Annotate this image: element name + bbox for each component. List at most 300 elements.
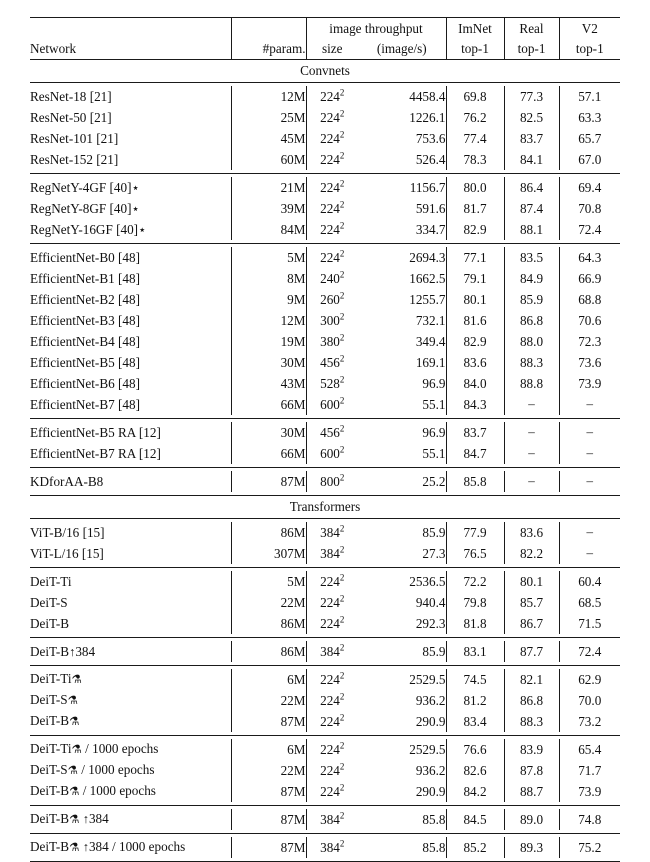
cell-imnet-top1: 83.7	[446, 422, 504, 443]
cell-real-top1: 89.0	[504, 809, 559, 830]
size-exponent: 2	[340, 270, 344, 280]
cell-throughput: 1226.1	[358, 107, 446, 128]
cell-network: EfficientNet-B1 [48]	[30, 268, 231, 289]
cell-throughput: 85.9	[358, 641, 446, 662]
cell-param: 6M	[231, 669, 306, 690]
cell-param: 5M	[231, 247, 306, 268]
cell-real-top1: 84.9	[504, 268, 559, 289]
cell-image-size: $224^2$	[306, 711, 358, 732]
cell-param: 66M	[231, 394, 306, 415]
cell-throughput: 85.9	[358, 522, 446, 543]
cell-real-top1: 88.1	[504, 219, 559, 240]
cell-throughput: 1156.7	[358, 177, 446, 198]
cell-param: 87M	[231, 471, 306, 492]
table-row	[30, 471, 620, 492]
cell-v2-top1: 63.3	[559, 107, 620, 128]
cell-imnet-top1: 77.9	[446, 522, 504, 543]
cell-real-top1: 88.3	[504, 352, 559, 373]
cell-imnet-top1: 76.5	[446, 543, 504, 564]
cell-throughput: 936.2	[358, 760, 446, 781]
header-blank-network	[30, 18, 231, 39]
cell-param: 86M	[231, 613, 306, 634]
table-row	[30, 394, 620, 415]
table-row	[30, 781, 620, 802]
distillation-icon: ⚗	[72, 744, 82, 756]
cell-v2-top1	[559, 422, 620, 443]
cell-v2-top1: 70.0	[559, 690, 620, 711]
cell-throughput: 2694.3	[358, 247, 446, 268]
cell-imnet-top1: 81.6	[446, 310, 504, 331]
table-row	[30, 760, 620, 781]
cell-v2-top1: 73.9	[559, 373, 620, 394]
header-real-line2: top-1	[504, 39, 559, 60]
cell-image-size: $224^2$	[306, 107, 358, 128]
no-value-dash: –	[587, 525, 594, 538]
cell-network: ResNet-101 [21]	[30, 128, 231, 149]
cell-network: EfficientNet-B5 [48]	[30, 352, 231, 373]
cell-imnet-top1: 76.2	[446, 107, 504, 128]
cell-real-top1: 87.7	[504, 641, 559, 662]
no-value-dash: –	[528, 474, 535, 487]
cell-imnet-top1: 82.9	[446, 219, 504, 240]
cell-image-size: $224^2$	[306, 219, 358, 240]
table-section-row	[30, 496, 620, 519]
cell-v2-top1	[559, 543, 620, 564]
cell-network: EfficientNet-B2 [48]	[30, 289, 231, 310]
cell-network: DeiT-B↑384	[30, 641, 231, 662]
size-exponent: 2	[340, 200, 344, 210]
cell-network: DeiT-B⚗ ↑384	[30, 809, 231, 830]
cell-v2-top1	[559, 443, 620, 464]
cell-network: EfficientNet-B0 [48]	[30, 247, 231, 268]
cell-param: 30M	[231, 352, 306, 373]
cell-v2-top1: 73.9	[559, 781, 620, 802]
star-icon: ⋆	[131, 201, 139, 216]
cell-image-size: $224^2$	[306, 613, 358, 634]
table-row	[30, 641, 620, 662]
cell-network: KDforAA-B8	[30, 471, 231, 492]
table-row	[30, 107, 620, 128]
cell-imnet-top1: 84.7	[446, 443, 504, 464]
header-v2-line2: top-1	[559, 39, 620, 60]
cell-real-top1: 85.9	[504, 289, 559, 310]
cell-image-size: $384^2$	[306, 522, 358, 543]
cell-image-size: $600^2$	[306, 443, 358, 464]
cell-real-top1: 89.3	[504, 837, 559, 858]
table-row	[30, 177, 620, 198]
cell-throughput: 349.4	[358, 331, 446, 352]
cell-v2-top1: 60.4	[559, 571, 620, 592]
table-row	[30, 571, 620, 592]
cell-param: 87M	[231, 711, 306, 732]
cell-real-top1: 83.5	[504, 247, 559, 268]
table-row	[30, 310, 620, 331]
cell-param: 22M	[231, 592, 306, 613]
cell-real-top1: 87.8	[504, 760, 559, 781]
table-row	[30, 247, 620, 268]
cell-network: DeiT-B	[30, 613, 231, 634]
cell-throughput: 1255.7	[358, 289, 446, 310]
cell-v2-top1: 72.4	[559, 641, 620, 662]
cell-imnet-top1: 77.1	[446, 247, 504, 268]
no-value-dash: –	[587, 397, 594, 410]
cell-real-top1	[504, 394, 559, 415]
cell-real-top1: 86.8	[504, 690, 559, 711]
cell-real-top1: 86.7	[504, 613, 559, 634]
header-imnet-line2: top-1	[446, 39, 504, 60]
cell-imnet-top1: 83.1	[446, 641, 504, 662]
cell-v2-top1: 71.7	[559, 760, 620, 781]
cell-image-size: $224^2$	[306, 571, 358, 592]
section-label-convnets: Convnets	[30, 60, 620, 83]
table-row	[30, 592, 620, 613]
size-exponent: 2	[340, 312, 344, 322]
cell-throughput: 290.9	[358, 781, 446, 802]
upscale-arrow-icon: ↑	[83, 812, 89, 826]
cell-imnet-top1: 80.1	[446, 289, 504, 310]
size-exponent: 2	[340, 839, 344, 849]
cell-network: DeiT-S	[30, 592, 231, 613]
cell-imnet-top1: 84.0	[446, 373, 504, 394]
cell-param: 45M	[231, 128, 306, 149]
cell-param: 8M	[231, 268, 306, 289]
cell-v2-top1: 62.9	[559, 669, 620, 690]
cell-real-top1: 77.3	[504, 86, 559, 107]
cell-param: 87M	[231, 809, 306, 830]
size-exponent: 2	[340, 249, 344, 259]
size-exponent: 2	[340, 473, 344, 483]
cell-v2-top1: 64.3	[559, 247, 620, 268]
cell-imnet-top1: 84.3	[446, 394, 504, 415]
cell-param: 19M	[231, 331, 306, 352]
cell-network: RegNetY-4GF [40]⋆	[30, 177, 231, 198]
cell-v2-top1: 65.7	[559, 128, 620, 149]
cell-network: DeiT-Ti	[30, 571, 231, 592]
cell-real-top1: 83.6	[504, 522, 559, 543]
size-exponent: 2	[340, 179, 344, 189]
cell-image-size: $260^2$	[306, 289, 358, 310]
cell-v2-top1	[559, 394, 620, 415]
cell-param: 12M	[231, 310, 306, 331]
cell-network: DeiT-B⚗ ↑384 / 1000 epochs	[30, 837, 231, 858]
cell-network: EfficientNet-B6 [48]	[30, 373, 231, 394]
table-row	[30, 219, 620, 240]
cell-real-top1: 86.8	[504, 310, 559, 331]
cell-v2-top1	[559, 471, 620, 492]
cell-network: DeiT-B⚗ / 1000 epochs	[30, 781, 231, 802]
cell-throughput: 4458.4	[358, 86, 446, 107]
size-exponent: 2	[340, 221, 344, 231]
cell-real-top1: 82.2	[504, 543, 559, 564]
cell-real-top1: 82.5	[504, 107, 559, 128]
size-exponent: 2	[340, 594, 344, 604]
table-row	[30, 149, 620, 170]
size-exponent: 2	[340, 692, 344, 702]
cell-throughput: 2529.5	[358, 669, 446, 690]
table-row	[30, 669, 620, 690]
cell-imnet-top1: 74.5	[446, 669, 504, 690]
cell-throughput: 96.9	[358, 422, 446, 443]
cell-throughput: 753.6	[358, 128, 446, 149]
cell-image-size: $456^2$	[306, 422, 358, 443]
cell-param: 12M	[231, 86, 306, 107]
cell-throughput: 55.1	[358, 394, 446, 415]
results-table	[30, 17, 620, 862]
cell-throughput: 27.3	[358, 543, 446, 564]
table-row	[30, 331, 620, 352]
cell-param: 39M	[231, 198, 306, 219]
cell-network: EfficientNet-B7 [48]	[30, 394, 231, 415]
table-row	[30, 422, 620, 443]
table-row	[30, 352, 620, 373]
cell-network: EfficientNet-B3 [48]	[30, 310, 231, 331]
no-value-dash: –	[587, 425, 594, 438]
table-row	[30, 739, 620, 760]
table-section-row	[30, 60, 620, 83]
cell-param: 307M	[231, 543, 306, 564]
distillation-icon: ⚗	[68, 695, 78, 707]
table-row	[30, 443, 620, 464]
upscale-arrow-icon: ↑	[69, 645, 75, 659]
cell-image-size: $384^2$	[306, 543, 358, 564]
cell-imnet-top1: 81.2	[446, 690, 504, 711]
cell-image-size: $384^2$	[306, 837, 358, 858]
size-exponent: 2	[340, 291, 344, 301]
cell-real-top1: 87.4	[504, 198, 559, 219]
cell-network: ResNet-152 [21]	[30, 149, 231, 170]
cell-imnet-top1: 81.8	[446, 613, 504, 634]
cell-imnet-top1: 82.9	[446, 331, 504, 352]
cell-v2-top1: 57.1	[559, 86, 620, 107]
distillation-icon: ⚗	[69, 842, 79, 854]
cell-real-top1: 83.9	[504, 739, 559, 760]
header-throughput-group-label: image throughput	[306, 18, 446, 39]
cell-throughput: 2529.5	[358, 739, 446, 760]
cell-image-size: $384^2$	[306, 641, 358, 662]
cell-throughput: 936.2	[358, 690, 446, 711]
size-exponent: 2	[340, 333, 344, 343]
header-throughput-unit: (image/s)	[358, 39, 446, 60]
cell-image-size: $240^2$	[306, 268, 358, 289]
cell-param: 25M	[231, 107, 306, 128]
header-v2-line1: V2	[559, 18, 620, 39]
table-row	[30, 373, 620, 394]
cell-imnet-top1: 78.3	[446, 149, 504, 170]
size-exponent: 2	[340, 811, 344, 821]
cell-throughput: 292.3	[358, 613, 446, 634]
cell-network: ViT-L/16 [15]	[30, 543, 231, 564]
cell-imnet-top1: 72.2	[446, 571, 504, 592]
star-icon: ⋆	[138, 222, 146, 237]
cell-network: DeiT-Ti⚗	[30, 669, 231, 690]
table-row	[30, 543, 620, 564]
distillation-icon: ⚗	[68, 765, 78, 777]
size-exponent: 2	[340, 741, 344, 751]
table-row	[30, 711, 620, 732]
cell-v2-top1: 68.5	[559, 592, 620, 613]
cell-throughput: 334.7	[358, 219, 446, 240]
cell-real-top1	[504, 471, 559, 492]
cell-network: RegNetY-16GF [40]⋆	[30, 219, 231, 240]
cell-throughput: 55.1	[358, 443, 446, 464]
cell-real-top1: 88.3	[504, 711, 559, 732]
size-exponent: 2	[340, 130, 344, 140]
cell-real-top1: 80.1	[504, 571, 559, 592]
header-param: #param.	[231, 39, 306, 60]
cell-network: DeiT-Ti⚗ / 1000 epochs	[30, 739, 231, 760]
size-exponent: 2	[340, 615, 344, 625]
cell-image-size: $528^2$	[306, 373, 358, 394]
cell-v2-top1	[559, 522, 620, 543]
size-exponent: 2	[340, 375, 344, 385]
cell-param: 22M	[231, 760, 306, 781]
cell-param: 86M	[231, 522, 306, 543]
cell-throughput: 85.8	[358, 837, 446, 858]
size-exponent: 2	[340, 713, 344, 723]
cell-param: 21M	[231, 177, 306, 198]
table-row	[30, 690, 620, 711]
cell-v2-top1: 69.4	[559, 177, 620, 198]
cell-imnet-top1: 79.8	[446, 592, 504, 613]
cell-param: 22M	[231, 690, 306, 711]
no-value-dash: –	[528, 397, 535, 410]
cell-imnet-top1: 84.5	[446, 809, 504, 830]
table-row	[30, 522, 620, 543]
size-exponent: 2	[340, 445, 344, 455]
no-value-dash: –	[587, 546, 594, 559]
header-size: size	[306, 39, 358, 60]
size-exponent: 2	[340, 573, 344, 583]
cell-real-top1	[504, 443, 559, 464]
cell-real-top1: 83.7	[504, 128, 559, 149]
cell-throughput: 2536.5	[358, 571, 446, 592]
cell-image-size: $224^2$	[306, 592, 358, 613]
cell-v2-top1: 70.6	[559, 310, 620, 331]
table-row	[30, 809, 620, 830]
cell-image-size: $224^2$	[306, 781, 358, 802]
cell-image-size: $600^2$	[306, 394, 358, 415]
cell-real-top1: 84.1	[504, 149, 559, 170]
cell-v2-top1: 72.4	[559, 219, 620, 240]
size-exponent: 2	[340, 354, 344, 364]
table-row	[30, 268, 620, 289]
cell-imnet-top1: 79.1	[446, 268, 504, 289]
table-row	[30, 289, 620, 310]
cell-network: EfficientNet-B5 RA [12]	[30, 422, 231, 443]
size-exponent: 2	[340, 524, 344, 534]
header-imnet-line1: ImNet	[446, 18, 504, 39]
cell-imnet-top1: 69.8	[446, 86, 504, 107]
cell-throughput: 591.6	[358, 198, 446, 219]
cell-imnet-top1: 83.4	[446, 711, 504, 732]
cell-imnet-top1: 85.2	[446, 837, 504, 858]
cell-imnet-top1: 83.6	[446, 352, 504, 373]
cell-imnet-top1: 80.0	[446, 177, 504, 198]
cell-imnet-top1: 76.6	[446, 739, 504, 760]
cell-param: 66M	[231, 443, 306, 464]
cell-image-size: $224^2$	[306, 739, 358, 760]
cell-v2-top1: 66.9	[559, 268, 620, 289]
cell-param: 87M	[231, 781, 306, 802]
size-exponent: 2	[340, 671, 344, 681]
cell-real-top1: 85.7	[504, 592, 559, 613]
cell-imnet-top1: 77.4	[446, 128, 504, 149]
header-network: Network	[30, 39, 231, 60]
cell-image-size: $224^2$	[306, 86, 358, 107]
cell-param: 87M	[231, 837, 306, 858]
cell-v2-top1: 71.5	[559, 613, 620, 634]
cell-real-top1: 88.7	[504, 781, 559, 802]
table-row	[30, 128, 620, 149]
table-row	[30, 198, 620, 219]
cell-param: 60M	[231, 149, 306, 170]
cell-network: DeiT-S⚗	[30, 690, 231, 711]
distillation-icon: ⚗	[69, 716, 79, 728]
cell-param: 86M	[231, 641, 306, 662]
cell-throughput: 96.9	[358, 373, 446, 394]
cell-image-size: $224^2$	[306, 128, 358, 149]
distillation-icon: ⚗	[69, 814, 79, 826]
table-row	[30, 86, 620, 107]
cell-v2-top1: 65.4	[559, 739, 620, 760]
size-exponent: 2	[340, 151, 344, 161]
cell-param: 6M	[231, 739, 306, 760]
size-exponent: 2	[340, 396, 344, 406]
cell-network: ResNet-50 [21]	[30, 107, 231, 128]
table-header-row-1	[30, 18, 620, 39]
no-value-dash: –	[528, 425, 535, 438]
size-exponent: 2	[340, 545, 344, 555]
cell-image-size: $224^2$	[306, 149, 358, 170]
cell-image-size: $300^2$	[306, 310, 358, 331]
cell-image-size: $224^2$	[306, 760, 358, 781]
table-header-row-2	[30, 39, 620, 60]
header-real-line1: Real	[504, 18, 559, 39]
cell-imnet-top1: 82.6	[446, 760, 504, 781]
cell-v2-top1: 75.2	[559, 837, 620, 858]
cell-throughput: 526.4	[358, 149, 446, 170]
results-table-container	[30, 17, 620, 862]
distillation-icon: ⚗	[72, 674, 82, 686]
table-row	[30, 613, 620, 634]
cell-throughput: 940.4	[358, 592, 446, 613]
cell-v2-top1: 73.2	[559, 711, 620, 732]
size-exponent: 2	[340, 783, 344, 793]
no-value-dash: –	[587, 446, 594, 459]
size-exponent: 2	[340, 88, 344, 98]
size-exponent: 2	[340, 762, 344, 772]
cell-throughput: 1662.5	[358, 268, 446, 289]
cell-network: EfficientNet-B7 RA [12]	[30, 443, 231, 464]
no-value-dash: –	[587, 474, 594, 487]
cell-image-size: $224^2$	[306, 198, 358, 219]
cell-real-top1: 88.8	[504, 373, 559, 394]
cell-network: EfficientNet-B4 [48]	[30, 331, 231, 352]
no-value-dash: –	[528, 446, 535, 459]
upscale-arrow-icon: ↑	[83, 840, 89, 854]
cell-real-top1: 88.0	[504, 331, 559, 352]
cell-network: DeiT-S⚗ / 1000 epochs	[30, 760, 231, 781]
cell-throughput: 85.8	[358, 809, 446, 830]
star-icon: ⋆	[131, 180, 139, 195]
cell-v2-top1: 67.0	[559, 149, 620, 170]
cell-v2-top1: 68.8	[559, 289, 620, 310]
size-exponent: 2	[340, 109, 344, 119]
cell-image-size: $224^2$	[306, 177, 358, 198]
size-exponent: 2	[340, 424, 344, 434]
cell-network: ResNet-18 [21]	[30, 86, 231, 107]
cell-throughput: 25.2	[358, 471, 446, 492]
